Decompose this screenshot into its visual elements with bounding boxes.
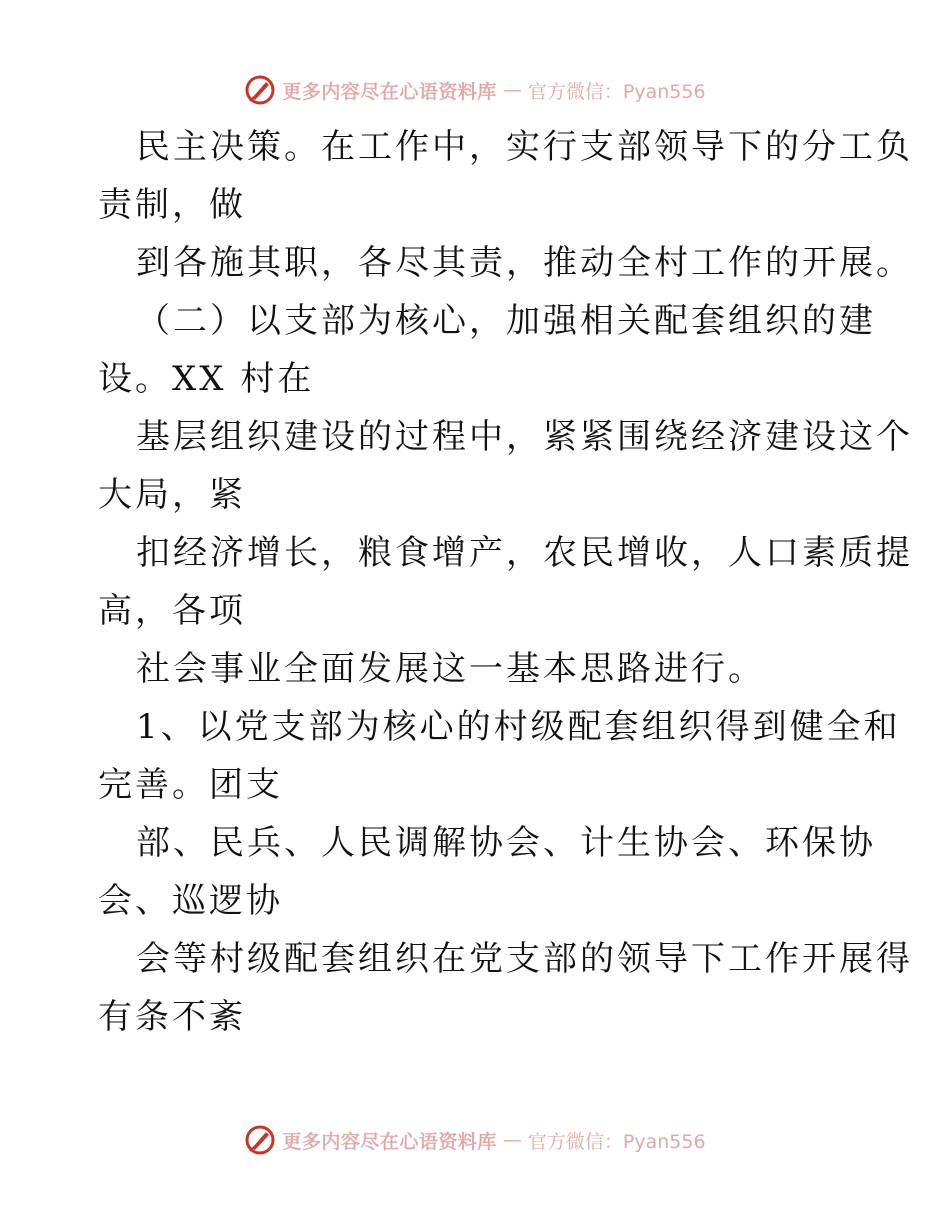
watermark-contact-text: 官方微信：Pyan556 [527,80,706,103]
text-line: 部、民兵、人民调解协会、计生协会、环保协 [136,823,876,863]
watermark-separator: — [502,79,522,101]
watermark-main-text: 更多内容尽在心语资料库 [282,1130,497,1153]
quill-seal-icon [244,74,276,106]
footer-watermark [0,1120,950,1160]
text-line: 会、巡逻协 [98,881,283,921]
text-line: 高，各项 [98,591,246,631]
text-line: 大局，紧 [98,475,246,515]
text-line: 1、以党支部为核心的村级配套组织得到健全和 [136,707,901,747]
quill-seal-icon [244,1124,276,1156]
text-line: 社会事业全面发展这一基本思路进行。 [136,649,765,689]
text-line: 完善。团支 [98,765,283,805]
text-line: 会等村级配套组织在党支部的领导下工作开展得 [136,939,913,979]
watermark-main-text: 更多内容尽在心语资料库 [282,80,497,103]
text-line: 设。XX 村在 [98,359,315,399]
watermark-separator: — [502,1129,522,1151]
text-line: 扣经济增长，粮食增产，农民增收，人口素质提 [136,533,913,573]
text-line: 民主决策。在工作中，实行支部领导下的分工负 [136,127,913,167]
text-line: 基层组织建设的过程中，紧紧围绕经济建设这个 [136,417,913,457]
text-line: （二）以支部为核心，加强相关配套组织的建 [136,301,876,341]
text-line: 责制，做 [98,185,246,225]
watermark-contact-text: 官方微信：Pyan556 [527,1130,706,1153]
document-body [98,118,913,1046]
header-watermark [0,70,950,110]
text-line: 到各施其职，各尽其责，推动全村工作的开展。 [136,243,913,283]
text-line: 有条不紊 [98,997,246,1037]
